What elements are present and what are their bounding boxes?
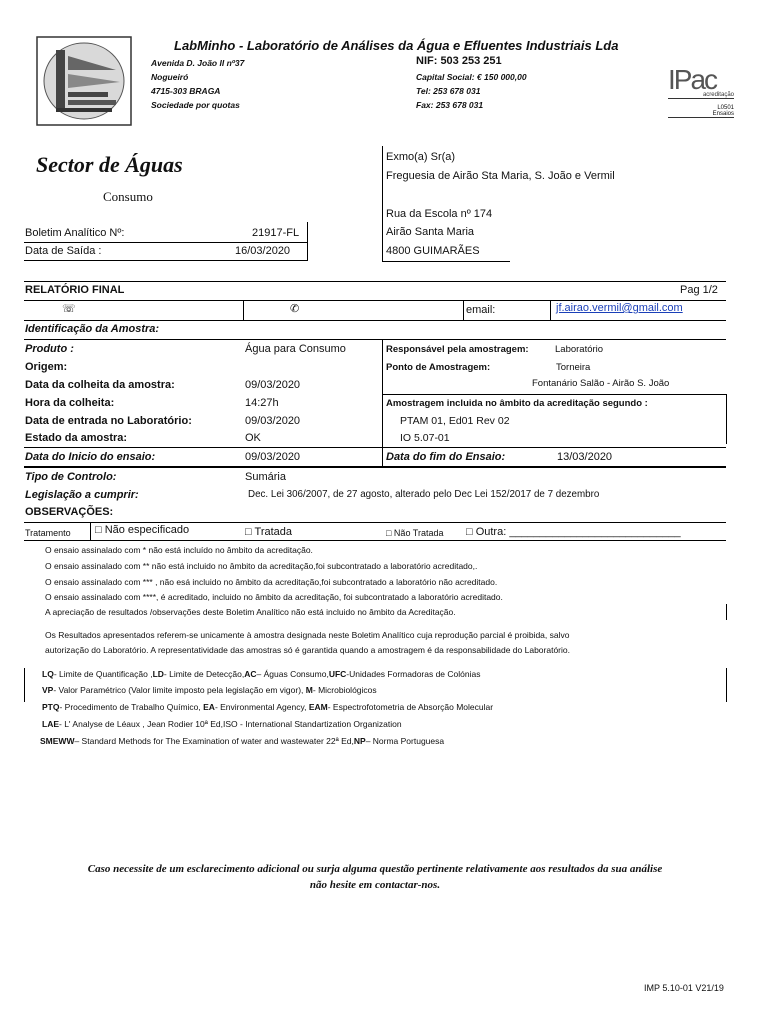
- treatment-option-other[interactable]: □ Outra: ____________________________: [466, 526, 681, 538]
- recipient-locality: Airão Santa Maria: [386, 226, 475, 238]
- bulletin-date-label: Data de Saída :: [25, 245, 102, 257]
- legend-line-4: LAE- L' Analyse de Léaux , Jean Rodier 10ª Ed,ISO - International Standartization Organization: [42, 719, 402, 729]
- page-number: Pag 1/2: [680, 284, 718, 296]
- ipac-logo-text: IPac: [668, 64, 717, 95]
- end-date-value: 13/03/2020: [557, 451, 613, 463]
- results-note-line-1: Os Resultados apresentados referem-se unicamente à amostra designada neste Boletim Analítico cuja reprodução parcial é proibida, salvo: [45, 630, 570, 640]
- collect-hour-value: 14:27h: [245, 397, 279, 409]
- legend-line-2: VP- Valor Paramétrico (Valor limite imposto pela legislação em vigor), M- Microbiológicos: [42, 685, 377, 695]
- bulletin-number-value: 21917-FL: [252, 227, 300, 239]
- lab-entry-label: Data de entrada no Laboratório:: [25, 415, 192, 427]
- start-date-value: 09/03/2020: [245, 451, 301, 463]
- treatment-option-untreated[interactable]: □ Não Tratada: [386, 528, 444, 538]
- email-link[interactable]: jf.airao.vermil@gmail.com: [556, 302, 683, 314]
- nif: NIF: 503 253 251: [416, 55, 502, 67]
- labminho-logo: [36, 36, 132, 126]
- treatment-option-treated[interactable]: □ Tratada: [245, 526, 293, 538]
- address-line-1: Avenida D. João II nº37: [151, 58, 245, 68]
- capital: Capital Social: € 150 000,00: [416, 72, 527, 82]
- sampling-point-location: Fontanário Salão - Airão S. João: [532, 378, 670, 389]
- ipac-logo-code: L0501: [717, 105, 734, 111]
- sector-title: Sector de Águas: [36, 152, 183, 177]
- state-label: Estado da amostra:: [25, 432, 128, 444]
- observations-label: OBSERVAÇÕES:: [25, 506, 114, 518]
- origin-label: Origem:: [25, 361, 68, 373]
- legislation-label: Legislação a cumprir:: [25, 489, 139, 501]
- report-title: RELATÓRIO FINAL: [25, 284, 125, 296]
- sampling-responsible-label: Responsável pela amostragem:: [386, 344, 529, 355]
- legend-line-1: LQ- Limite de Quantificação ,LD- Limite de Detecção,AC– Águas Consumo,UFC-Unidades Formadoras de Colónias: [42, 669, 481, 679]
- ipac-logo-type: Ensaios: [668, 111, 734, 118]
- email-label: email:: [466, 304, 496, 316]
- accreditation-label: Amostragem incluida no âmbito da acreditação segundo :: [386, 398, 648, 409]
- recipient-name: Freguesia de Airão Sta Maria, S. João e Vermil: [386, 170, 615, 182]
- sampling-responsible-value: Laboratório: [555, 344, 604, 355]
- legend-line-3: PTQ- Procedimento de Trabalho Químico, EA- Environmental Agency, EAM- Espectrofotometria de Absorção Molecular: [42, 702, 494, 712]
- control-type-value: Sumária: [245, 471, 286, 483]
- contact-note-line-2: não hesite em contactar-nos.: [309, 879, 441, 891]
- ipac-logo-sub: acreditação: [668, 92, 734, 99]
- recipient-street: Rua da Escola nº 174: [386, 208, 493, 220]
- note-line-1: O ensaio assinalado com * não está incluído no âmbito da acreditação.: [45, 545, 313, 555]
- control-type-label: Tipo de Controlo:: [25, 471, 117, 483]
- product-value: Água para Consumo: [245, 343, 346, 355]
- state-value: OK: [245, 432, 261, 444]
- address-line-3: 4715-303 BRAGA: [151, 86, 221, 96]
- bulletin-number-label: Boletim Analítico Nº:: [25, 227, 125, 239]
- product-label: Produto :: [25, 343, 74, 355]
- start-date-label: Data do Inicio do ensaio:: [25, 451, 156, 463]
- sample-section-title: Identificação da Amostra:: [25, 323, 160, 335]
- mobile-icon: ✆: [290, 303, 300, 315]
- sampling-point-value: Torneira: [556, 362, 591, 373]
- collect-date-value: 09/03/2020: [245, 379, 301, 391]
- contact-note-line-1: Caso necessite de um esclarecimento adicional ou surja alguma questão pertinente relativamente aos resultados da sua análise: [87, 863, 663, 875]
- results-note-line-2: autorização do Laboratório. A representatividade das amostras só é garantida quando a amostragem é da responsabilidade do Laboratório.: [45, 645, 570, 655]
- collect-date-label: Data da colheita da amostra:: [25, 379, 175, 391]
- collect-hour-label: Hora da colheita:: [25, 397, 115, 409]
- legislation-value: Dec. Lei 306/2007, de 27 agosto, alterado pelo Dec Lei 152/2017 de 7 dezembro: [248, 489, 600, 500]
- accreditation-instruction: IO 5.07-01: [400, 432, 450, 444]
- accreditation-procedure: PTAM 01, Ed01 Rev 02: [400, 415, 510, 427]
- treatment-option-unspecified[interactable]: □ Não especificado: [95, 524, 190, 536]
- recipient-postal: 4800 GUIMARÃES: [386, 245, 480, 257]
- address-line-2: Nogueiró: [151, 72, 189, 82]
- recipient-salutation: Exmo(a) Sr(a): [386, 151, 456, 163]
- note-line-2: O ensaio assinalado com ** não está incluido no âmbito da acreditação,foi subcontratado a laboratório acreditado,.: [45, 561, 478, 571]
- sampling-point-label: Ponto de Amostragem:: [386, 362, 491, 373]
- note-line-3: O ensaio assinalado com *** , não esá incluido no âmbito da acreditação,foi subcontratado a laboratório não acreditado.: [45, 577, 498, 587]
- bulletin-date-value: 16/03/2020: [235, 245, 291, 257]
- ipac-logo: [668, 66, 734, 124]
- note-line-4: O ensaio assinalado com ****, é acreditado, incluido no âmbito da acreditação, foi subcontratado a laboratório acreditado.: [45, 592, 503, 602]
- lab-entry-value: 09/03/2020: [245, 415, 301, 427]
- address-line-4: Sociedade por quotas: [151, 100, 240, 110]
- form-code: IMP 5.10-01 V21/19: [644, 983, 724, 993]
- telephone: Tel: 253 678 031: [416, 86, 481, 96]
- company-name: LabMinho - Laboratório de Análises da Água e Efluentes Industriais Lda: [174, 38, 619, 53]
- note-line-5: A apreciação de resultados /observações deste Boletim Analítico não está incluido no âmbito da Acreditação.: [45, 607, 456, 617]
- treatment-label: Tratamento: [25, 528, 71, 538]
- end-date-label: Data do fim do Ensaio:: [386, 451, 506, 463]
- sector-subtitle: Consumo: [103, 189, 153, 204]
- fax: Fax: 253 678 031: [416, 100, 484, 110]
- legend-line-5: SMEWW– Standard Methods for The Examination of water and wastewater 22ª Ed,NP– Norma Portuguesa: [40, 736, 445, 746]
- phone-icon: ☏: [62, 303, 76, 315]
